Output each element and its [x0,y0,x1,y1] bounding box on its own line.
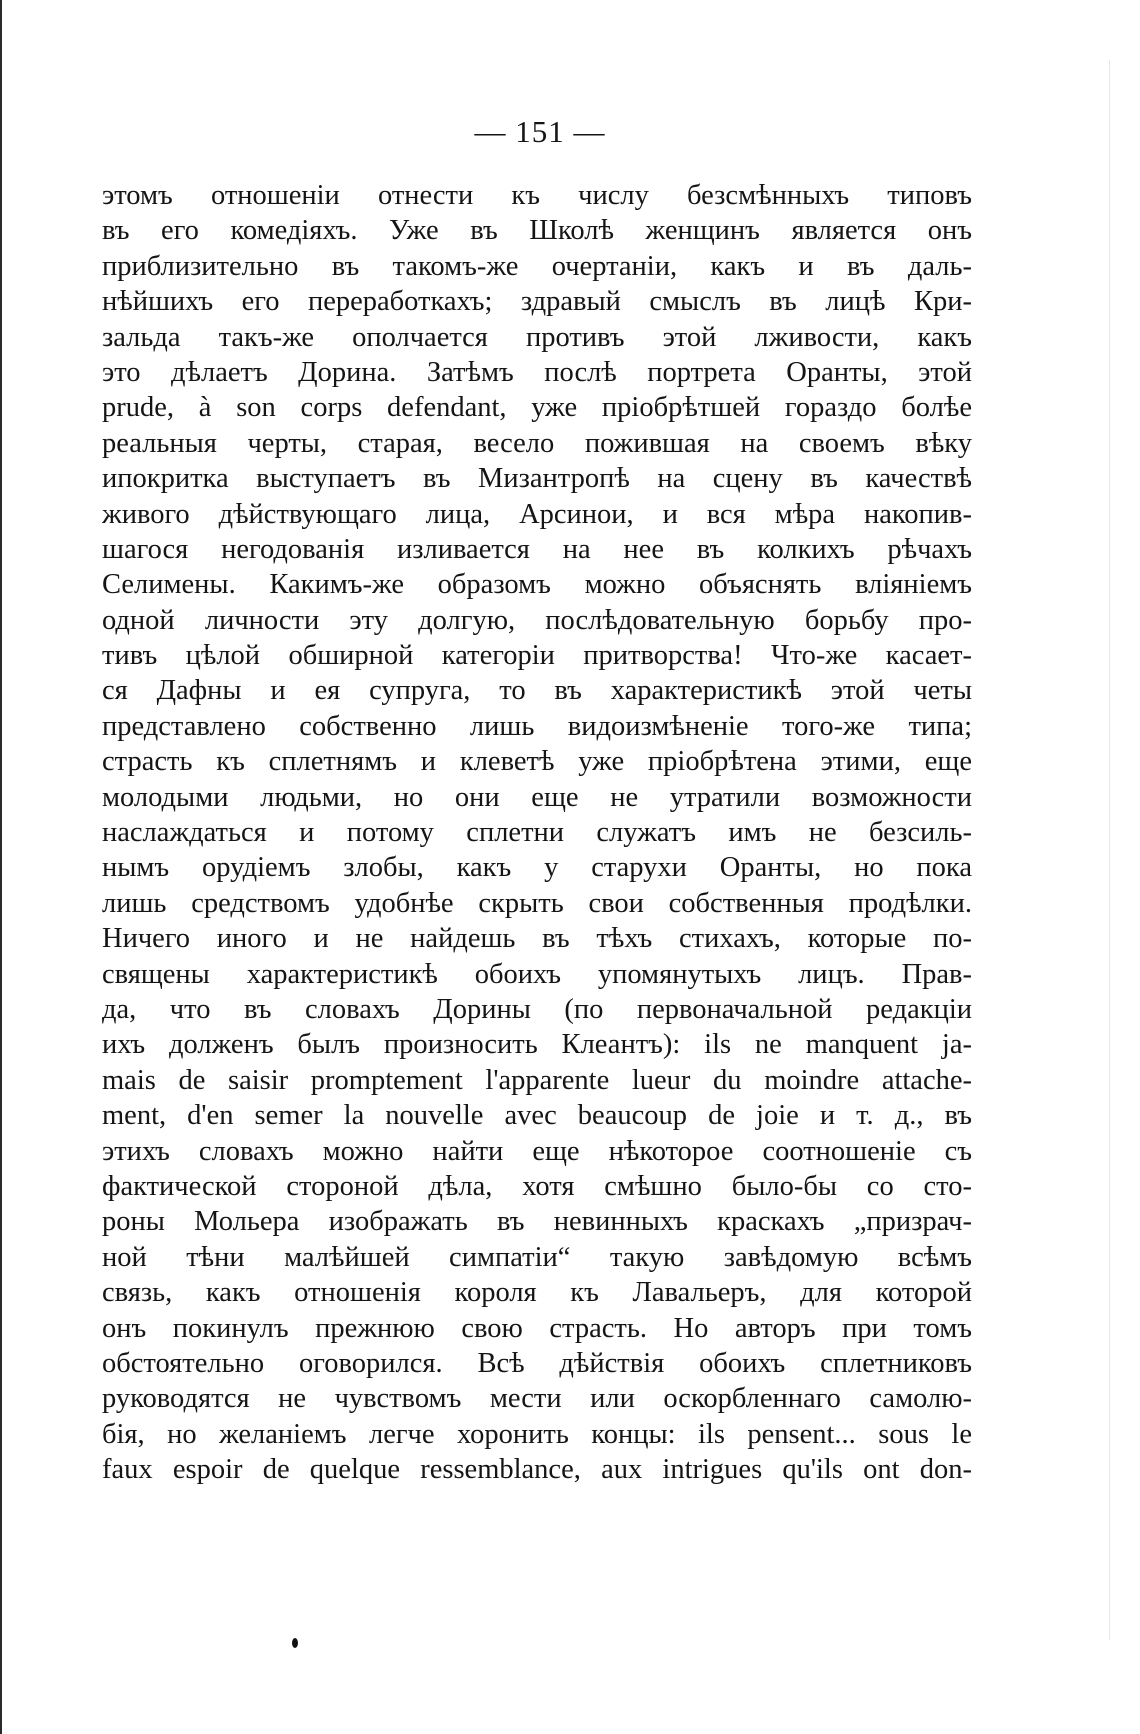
text-line: связь, какъ отношенія короля къ Лавальеръ, для которой [102,1277,972,1309]
text-line: prude, à son corps defendant, уже пріобрѣтшей гораздо болѣе [102,392,972,424]
text-line: mais de saisir promptement l'apparente lueur du moindre attache- [102,1064,972,1096]
text-line: нымъ орудіемъ злобы, какъ у старухи Оранты, но пока [102,852,972,884]
text-line: фактической стороной дѣла, хотя смѣшно было-бы со сто- [102,1170,972,1202]
text-line: ипокритка выступаетъ въ Мизантропѣ на сцену въ качествѣ [102,463,972,495]
text-line: это дѣлаетъ Дорина. Затѣмъ послѣ портрета Оранты, этой [102,356,972,388]
page-number: — 151 — [474,114,606,149]
text-line: нѣйшихъ его переработкахъ; здравый смыслъ въ лицѣ Кри- [102,286,972,318]
text-line: молодыми людьми, но они еще не утратили возможности [102,781,972,813]
text-line: живого дѣйствующаго лица, Арсинои, и вся мѣра накопив- [102,498,972,530]
body-text [102,178,972,1487]
text-line: ment, d'en semer la nouvelle avec beaucoup de joie и т. д., въ [102,1100,972,1132]
text-line: руководятся не чувствомъ мести или оскорбленнаго самолю- [102,1383,972,1415]
text-line: приблизительно въ такомъ-же очертаніи, какъ и въ даль- [102,250,972,282]
text-line: шагося негодованія изливается на нее въ колкихъ рѣчахъ [102,533,972,565]
text-line: наслаждаться и потому сплетни служатъ имъ не безсиль- [102,817,972,849]
text-line: Ничего иного и не найдешь въ тѣхъ стихахъ, которые по- [102,923,972,955]
scan-right-shadow [1109,60,1110,1640]
text-line: бія, но желаніемъ легче хоронить концы: ils pensent... sous le [102,1418,972,1450]
text-line: страсть къ сплетнямъ и клеветѣ уже пріобрѣтена этими, еще [102,746,972,778]
text-line: обстоятельно оговорился. Всѣ дѣйствія обоихъ сплетниковъ [102,1347,972,1379]
text-line: тивъ цѣлой обширной категоріи притворства! Что-же касает- [102,640,972,672]
text-line: роны Мольера изображать въ невинныхъ краскахъ „призрач- [102,1206,972,1238]
text-line: faux espoir de quelque ressemblance, aux intrigues qu'ils ont don- [102,1454,972,1486]
text-line: зальда такъ-же ополчается противъ этой лживости, какъ [102,321,972,353]
text-line: одной личности эту долгую, послѣдовательную борьбу про- [102,604,972,636]
text-line: священы характеристикѣ обоихъ упомянутыхъ лицъ. Прав- [102,958,972,990]
text-line: ной тѣни малѣйшей симпатіи“ такую завѣдомую всѣмъ [102,1241,972,1273]
text-line: да, что въ словахъ Дорины (по первоначальной редакціи [102,993,972,1025]
text-line: этихъ словахъ можно найти еще нѣкоторое соотношеніе съ [102,1135,972,1167]
text-line: ихъ долженъ былъ произносить Клеантъ): ils ne manquent ja- [102,1029,972,1061]
text-line: въ его комедіяхъ. Уже въ Школѣ женщинъ является онъ [102,215,972,247]
text-line: представлено собственно лишь видоизмѣненіе того-же типа; [102,710,972,742]
text-line: онъ покинулъ прежнюю свою страсть. Но авторъ при томъ [102,1312,972,1344]
text-line: этомъ отношеніи отнести къ числу безсмѣнныхъ типовъ [102,180,972,211]
text-line: Селимены. Какимъ-же образомъ можно объяснять вліяніемъ [102,569,972,601]
text-line: ся Дафны и ея супруга, то въ характеристикѣ этой четы [102,675,972,707]
scan-left-edge [0,0,2,1734]
text-line: реальныя черты, старая, весело пожившая на своемъ вѣку [102,427,972,459]
text-line: лишь средствомъ удобнѣе скрыть свои собственныя продѣлки. [102,887,972,919]
ink-speck [292,1638,298,1648]
